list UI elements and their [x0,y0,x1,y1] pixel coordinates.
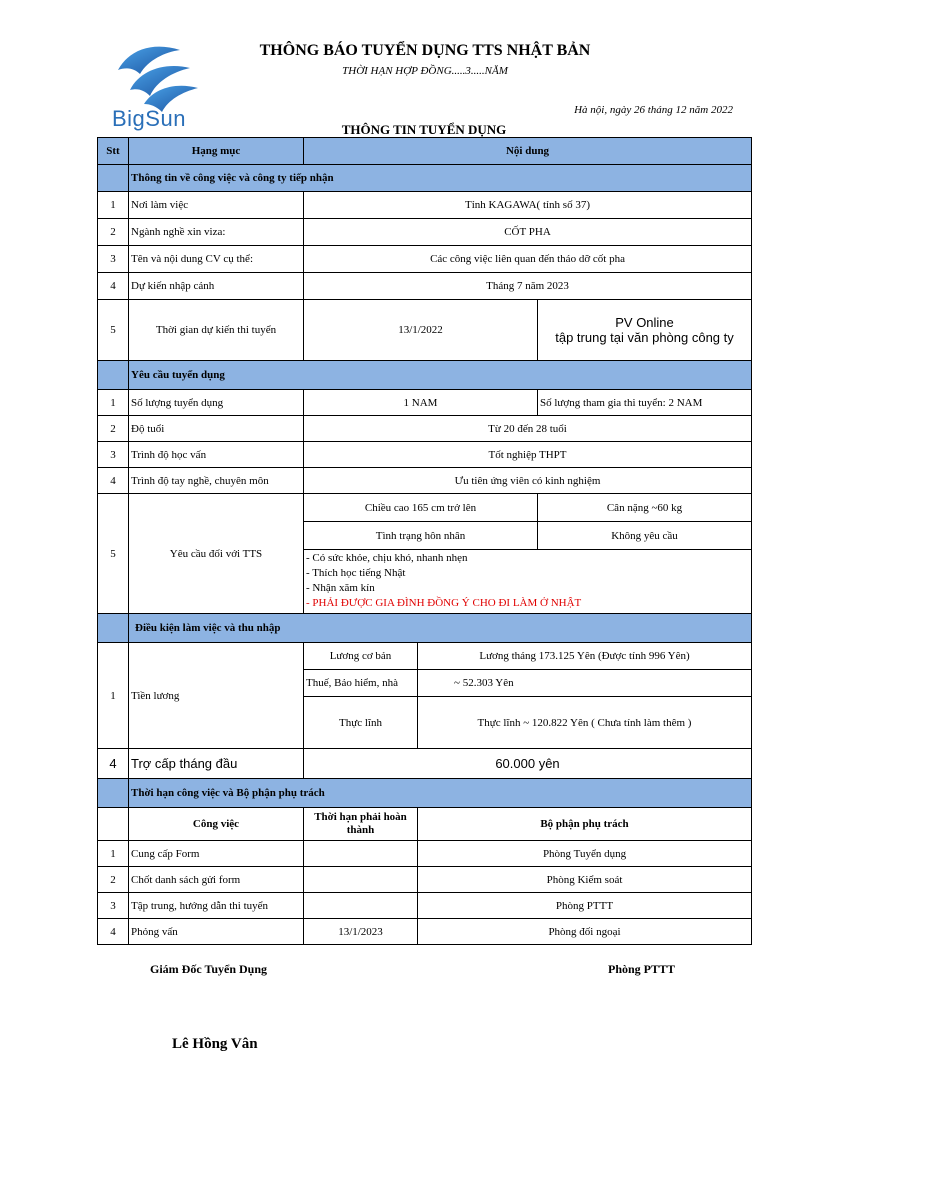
row-stt: 5 [98,300,129,361]
row-label: Dự kiến nhập cảnh [129,273,304,300]
other-requirements [304,550,752,614]
row-label: Tên và nội dung CV cụ thể: [129,246,304,273]
info-title: THÔNG TIN TUYỂN DỤNG [341,122,507,137]
deadline: 13/1/2023 [304,919,418,945]
net-salary-label: Thực lĩnh [304,697,418,749]
table-row [98,273,752,300]
row-label: Trợ cấp tháng đầu [129,749,304,779]
exam-note-line1: PV Online [615,315,674,330]
date-line: Hà nội, ngày 26 tháng 12 năm 2022 [574,104,733,116]
row-label: Trình độ tay nghề, chuyên môn [129,468,304,494]
row-stt: 1 [98,643,129,749]
row-value: Ưu tiên ứng viên có kinh nghiệm [304,468,752,494]
net-salary-value: Thực lĩnh ~ 120.822 Yên ( Chưa tính làm thêm ) [418,697,752,749]
row-stt: 3 [98,893,129,919]
section-title: Điều kiện làm việc và thu nhập [129,614,752,643]
table-row [98,749,752,779]
row-label: Tiền lương [129,643,304,749]
table-row [98,867,752,893]
section-header-row [98,361,752,390]
table-row [98,893,752,919]
exam-date: 13/1/2022 [304,300,538,361]
allowance-value: 60.000 yên [304,749,752,779]
row-label: Độ tuổi [129,416,304,442]
logo-text: BigSun [112,106,186,131]
table-row [98,919,752,945]
requirement-item-warning: - PHẢI ĐƯỢC GIA ĐÌNH ĐỒNG Ý CHO ĐI LÀM Ở NHẬT [306,597,582,609]
header-item: Hạng mục [129,138,304,165]
row-value: 1 NAM [304,390,538,416]
requirement-item: - Thích học tiếng Nhật [306,567,406,579]
task: Phỏng vấn [129,919,304,945]
table-row [98,192,752,219]
signature-title-left: Giám Đốc Tuyển Dụng [150,962,268,976]
table-row [98,246,752,273]
row-label: Yêu cầu đối với TTS [129,494,304,614]
table-row [98,643,752,670]
row-stt: 1 [98,192,129,219]
section-title: Yêu cầu tuyển dụng [129,361,752,390]
section-header-row [98,614,752,643]
deadline [304,841,418,867]
base-salary-label: Lương cơ bản [304,643,418,670]
row-value: Tỉnh KAGAWA( tỉnh số 37) [304,192,752,219]
marital-label: Tình trạng hôn nhân [304,522,538,550]
tax-value: ~ 52.303 Yên [418,670,752,697]
dept: Phòng Kiểm soát [418,867,752,893]
col-dept: Bộ phận phụ trách [418,808,752,841]
page-subtitle: THỜI HẠN HỢP ĐỒNG.....3.....NĂM [342,65,508,77]
row-stt: 3 [98,246,129,273]
section-header-row [98,779,752,808]
section-header-row [98,165,752,192]
row-extra: Số lượng tham gia thi tuyển: 2 NAM [538,390,752,416]
deadline [304,867,418,893]
row-label: Trình độ học vấn [129,442,304,468]
row-value: Tháng 7 năm 2023 [304,273,752,300]
col-task: Công việc [129,808,304,841]
header-content: Nội dung [304,138,752,165]
deadline [304,893,418,919]
requirement-item: - Nhận xăm kín [306,582,375,594]
recruitment-table [97,137,752,945]
base-salary-value: Lương tháng 173.125 Yên (Được tính 996 Yên) [418,643,752,670]
dept: Phòng đối ngoại [418,919,752,945]
exam-note [538,300,752,361]
row-label: Thời gian dự kiến thi tuyển [129,300,304,361]
row-stt: 2 [98,219,129,246]
row-value: CỐT PHA [304,219,752,246]
page-title: THÔNG BÁO TUYỂN DỤNG TTS NHẬT BẢN [259,42,591,59]
requirement-item: - Có sức khỏe, chịu khó, nhanh nhẹn [306,552,468,564]
exam-note-line2: tập trung tại văn phòng công ty [555,330,734,345]
signer-name: Lê Hồng Vân [172,1036,258,1052]
row-stt: 1 [98,841,129,867]
row-stt: 4 [98,273,129,300]
header-stt: Stt [98,138,129,165]
table-row [98,390,752,416]
table-header-row [98,138,752,165]
task: Chốt danh sách gửi form [129,867,304,893]
row-value: Từ 20 đến 28 tuổi [304,416,752,442]
row-value: Các công việc liên quan đến tháo dỡ cốt pha [304,246,752,273]
section-title: Thời hạn công việc và Bộ phận phụ trách [129,779,752,808]
row-stt: 4 [98,749,129,779]
tax-label: Thuế, Bảo hiểm, nhà [304,670,418,697]
table-row [98,416,752,442]
row-stt: 5 [98,494,129,614]
weight-requirement: Cân nặng ~60 kg [538,494,752,522]
height-requirement: Chiều cao 165 cm trở lên [304,494,538,522]
row-stt: 4 [98,919,129,945]
section-title: Thông tin về công việc và công ty tiếp nhận [129,165,752,192]
signature-title-right: Phòng PTTT [608,962,676,976]
row-stt: 2 [98,416,129,442]
marital-value: Không yêu cầu [538,522,752,550]
dept: Phòng Tuyển dụng [418,841,752,867]
row-stt: 4 [98,468,129,494]
task: Cung cấp Form [129,841,304,867]
row-label: Nơi làm việc [129,192,304,219]
dept: Phòng PTTT [418,893,752,919]
table-row [98,300,752,361]
table-row [98,841,752,867]
row-stt: 3 [98,442,129,468]
table-row [98,219,752,246]
row-label: Số lượng tuyển dụng [129,390,304,416]
table-subheader-row [98,808,752,841]
row-stt: 2 [98,867,129,893]
col-deadline: Thời hạn phải hoàn thành [304,808,418,841]
table-row [98,468,752,494]
row-label: Ngành nghề xin viza: [129,219,304,246]
task: Tập trung, hướng dẫn thi tuyển [129,893,304,919]
table-row [98,494,752,522]
row-value: Tốt nghiệp THPT [304,442,752,468]
table-row [98,442,752,468]
row-stt: 1 [98,390,129,416]
